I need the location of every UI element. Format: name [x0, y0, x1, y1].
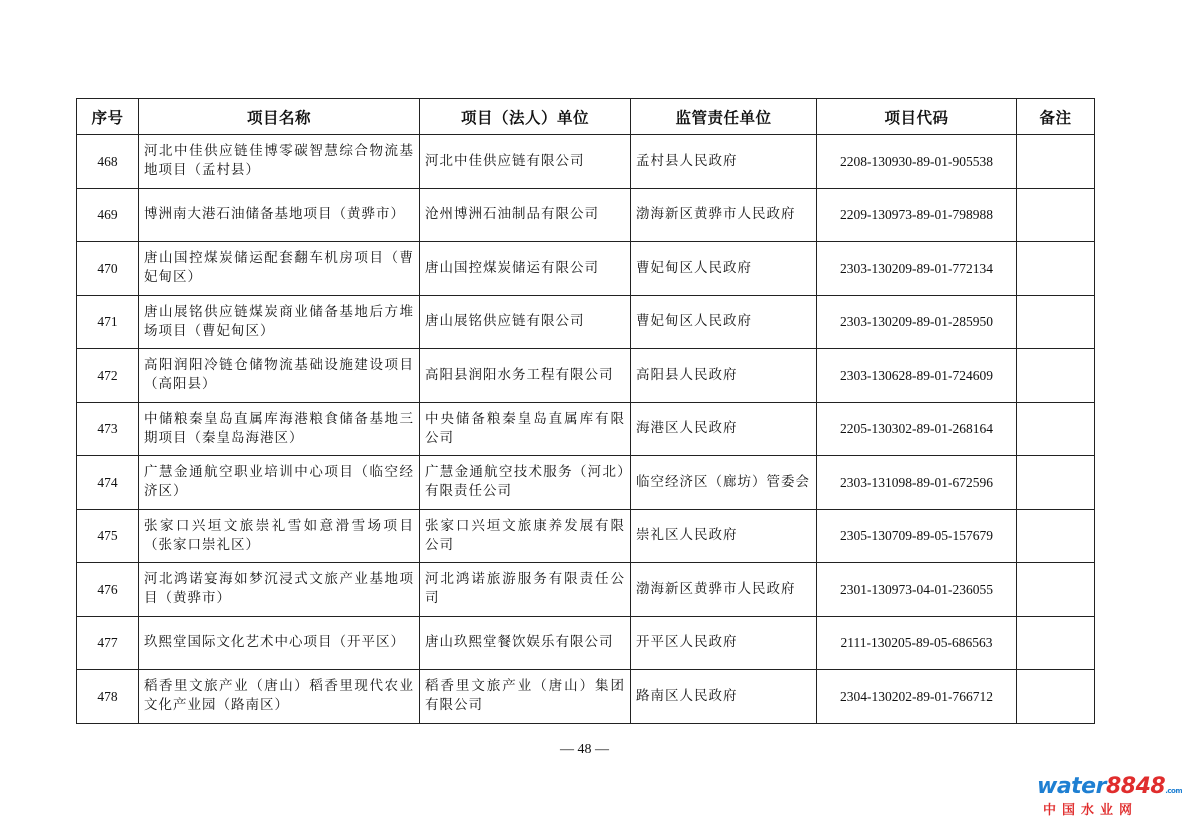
watermark-word-water: water [1037, 774, 1106, 799]
cell-legal-unit: 广慧金通航空技术服务（河北）有限责任公司 [420, 456, 631, 510]
cell-seq: 468 [77, 135, 139, 189]
cell-seq: 475 [77, 509, 139, 563]
table-row [77, 616, 1095, 670]
cell-seq: 472 [77, 349, 139, 403]
cell-legal-unit: 沧州博洲石油制品有限公司 [420, 188, 631, 242]
cell-legal-unit: 张家口兴垣文旅康养发展有限公司 [420, 509, 631, 563]
cell-project-code: 2305-130709-89-05-157679 [817, 509, 1017, 563]
cell-supervisor: 渤海新区黄骅市人民政府 [631, 563, 817, 617]
page-number: — 48 — [560, 742, 609, 757]
cell-project-name: 河北中佳供应链佳博零碳智慧综合物流基地项目（孟村县） [139, 135, 420, 189]
cell-supervisor: 渤海新区黄骅市人民政府 [631, 188, 817, 242]
cell-legal-unit: 河北鸿诺旅游服务有限责任公司 [420, 563, 631, 617]
cell-note [1017, 402, 1095, 456]
cell-note [1017, 188, 1095, 242]
project-table [76, 98, 1095, 724]
cell-project-code: 2209-130973-89-01-798988 [817, 188, 1017, 242]
cell-legal-unit: 高阳县润阳水务工程有限公司 [420, 349, 631, 403]
cell-note [1017, 616, 1095, 670]
cell-legal-unit: 中央储备粮秦皇岛直属库有限公司 [420, 402, 631, 456]
cell-note [1017, 242, 1095, 296]
table-row [77, 670, 1095, 724]
cell-project-code: 2111-130205-89-05-686563 [817, 616, 1017, 670]
cell-supervisor: 曹妃甸区人民政府 [631, 242, 817, 296]
cell-seq: 470 [77, 242, 139, 296]
header-note: 备注 [1017, 99, 1095, 135]
cell-seq: 477 [77, 616, 139, 670]
table-row [77, 402, 1095, 456]
cell-project-name: 广慧金通航空职业培训中心项目（临空经济区） [139, 456, 420, 510]
cell-legal-unit: 河北中佳供应链有限公司 [420, 135, 631, 189]
watermark-wordmark [1037, 774, 1182, 802]
table-row [77, 456, 1095, 510]
table-row [77, 509, 1095, 563]
cell-seq: 478 [77, 670, 139, 724]
cell-seq: 476 [77, 563, 139, 617]
cell-supervisor: 曹妃甸区人民政府 [631, 295, 817, 349]
watermark-word-com: .com [1165, 787, 1182, 795]
cell-project-code: 2303-130209-89-01-285950 [817, 295, 1017, 349]
table-header-row [77, 99, 1095, 135]
cell-legal-unit: 唐山展铭供应链有限公司 [420, 295, 631, 349]
cell-legal-unit: 稻香里文旅产业（唐山）集团有限公司 [420, 670, 631, 724]
cell-note [1017, 295, 1095, 349]
cell-legal-unit: 唐山国控煤炭储运有限公司 [420, 242, 631, 296]
cell-supervisor: 孟村县人民政府 [631, 135, 817, 189]
table-row [77, 135, 1095, 189]
cell-project-name: 高阳润阳冷链仓储物流基础设施建设项目（高阳县） [139, 349, 420, 403]
cell-supervisor: 高阳县人民政府 [631, 349, 817, 403]
cell-note [1017, 456, 1095, 510]
table-row [77, 242, 1095, 296]
cell-supervisor: 临空经济区（廊坊）管委会 [631, 456, 817, 510]
watermark-word-8848: 8848 [1105, 774, 1166, 799]
header-legal-unit: 项目（法人）单位 [420, 99, 631, 135]
cell-project-name: 博洲南大港石油储备基地项目（黄骅市） [139, 188, 420, 242]
cell-project-name: 河北鸿诺宴海如梦沉浸式文旅产业基地项目（黄骅市） [139, 563, 420, 617]
header-seq: 序号 [77, 99, 139, 135]
header-supervisor: 监管责任单位 [631, 99, 817, 135]
cell-supervisor: 崇礼区人民政府 [631, 509, 817, 563]
table-row [77, 188, 1095, 242]
cell-project-code: 2208-130930-89-01-905538 [817, 135, 1017, 189]
cell-supervisor: 开平区人民政府 [631, 616, 817, 670]
table-row [77, 349, 1095, 403]
cell-project-name: 唐山展铭供应链煤炭商业储备基地后方堆场项目（曹妃甸区） [139, 295, 420, 349]
cell-project-code: 2303-130209-89-01-772134 [817, 242, 1017, 296]
cell-supervisor: 海港区人民政府 [631, 402, 817, 456]
cell-project-code: 2301-130973-04-01-236055 [817, 563, 1017, 617]
cell-project-code: 2303-131098-89-01-672596 [817, 456, 1017, 510]
cell-seq: 473 [77, 402, 139, 456]
cell-project-code: 2205-130302-89-01-268164 [817, 402, 1017, 456]
cell-project-name: 稻香里文旅产业（唐山）稻香里现代农业文化产业园（路南区） [139, 670, 420, 724]
cell-project-name: 玖熙堂国际文化艺术中心项目（开平区） [139, 616, 420, 670]
watermark-logo [1037, 774, 1182, 820]
header-project-name: 项目名称 [139, 99, 420, 135]
cell-project-name: 张家口兴垣文旅崇礼雪如意滑雪场项目（张家口崇礼区） [139, 509, 420, 563]
table-row [77, 563, 1095, 617]
watermark-subtitle: 中国水业网 [1043, 803, 1139, 818]
cell-seq: 471 [77, 295, 139, 349]
cell-note [1017, 509, 1095, 563]
cell-project-name: 唐山国控煤炭储运配套翻车机房项目（曹妃甸区） [139, 242, 420, 296]
cell-project-code: 2304-130202-89-01-766712 [817, 670, 1017, 724]
cell-legal-unit: 唐山玖熙堂餐饮娱乐有限公司 [420, 616, 631, 670]
table-row [77, 295, 1095, 349]
cell-note [1017, 349, 1095, 403]
cell-seq: 474 [77, 456, 139, 510]
cell-note [1017, 563, 1095, 617]
header-project-code: 项目代码 [817, 99, 1017, 135]
cell-supervisor: 路南区人民政府 [631, 670, 817, 724]
cell-note [1017, 670, 1095, 724]
cell-project-code: 2303-130628-89-01-724609 [817, 349, 1017, 403]
cell-note [1017, 135, 1095, 189]
cell-project-name: 中储粮秦皇岛直属库海港粮食储备基地三期项目（秦皇岛海港区） [139, 402, 420, 456]
cell-seq: 469 [77, 188, 139, 242]
